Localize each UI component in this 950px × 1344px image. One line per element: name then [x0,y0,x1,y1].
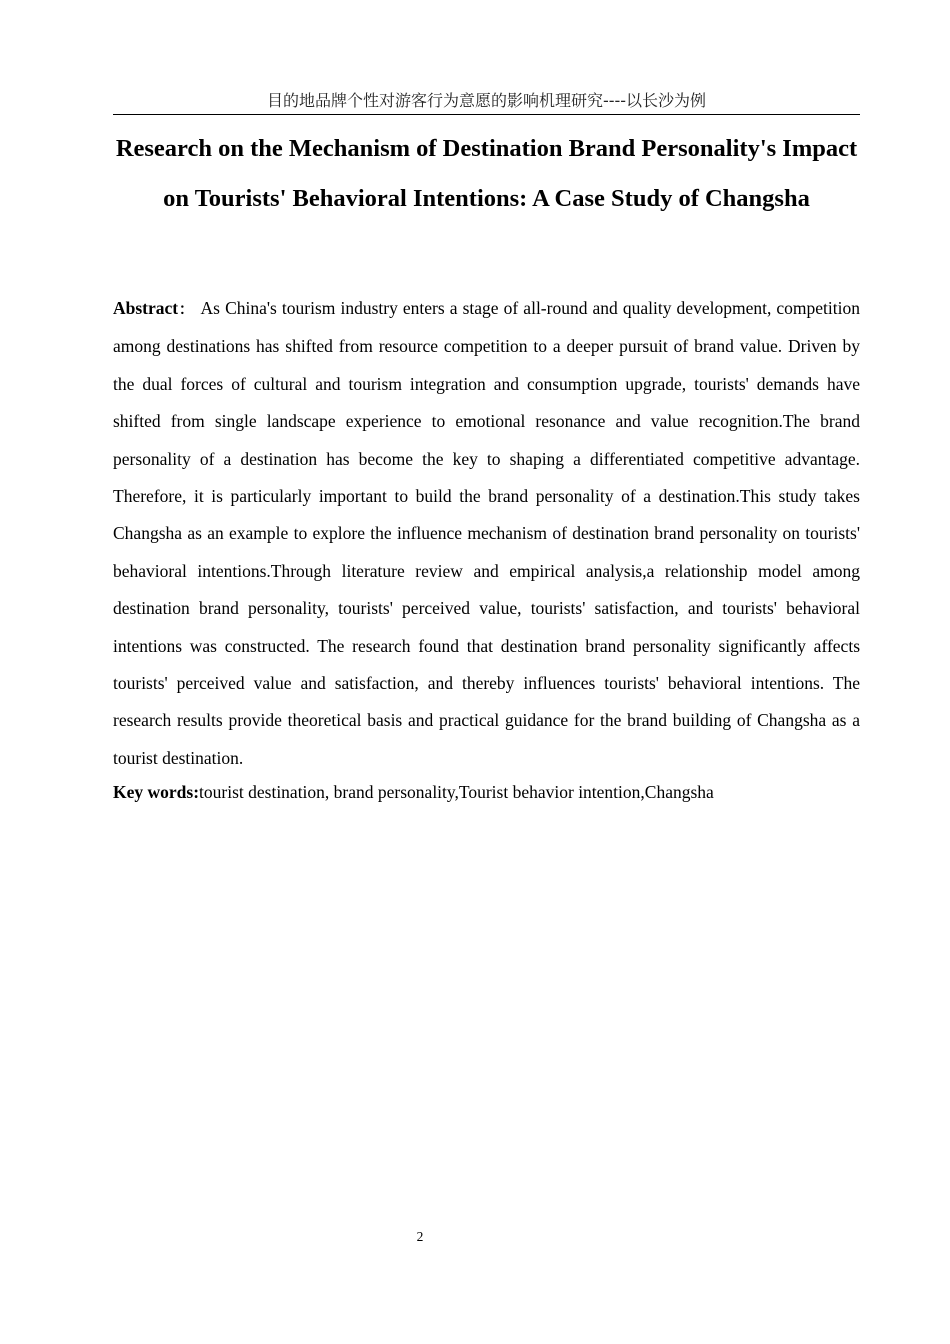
abstract-label: Abstract [113,298,179,318]
keywords-label: Key words: [113,782,200,802]
abstract-text: As China's tourism industry enters a stage of all-round and quality development, competition among destinations has shifted from resource competition to a deeper pursuit of brand value. Driven by the dual forces of cultural and tourism integration and consumption upgrade, tourists' demands have shifted from single landscape experience to emotional resonance and value recognition.The brand personality of a destination has become the key to shaping a differentiated competitive advantage. Therefore, it is particularly important to build the brand personality of a destination.This study takes Changsha as an example to explore the influence mechanism of destination brand personality on tourists' behavioral intentions.Through literature review and empirical analysis,a relationship model among destination brand personality, tourists' perceived value, tourists' satisfaction, and tourists' behavioral intentions was constructed. The research found that destination brand personality significantly affects tourists' perceived value and satisfaction, and thereby influences tourists' behavioral intentions. The research results provide theoretical basis and practical guidance for the brand building of Changsha as a tourist destination. [113,298,860,768]
paper-title: Research on the Mechanism of Destination Brand Personality's Impact on Tourists' Behavioral Intentions: A Case Study of Changsha [115,135,858,212]
abstract-paragraph [113,290,860,777]
abstract-separator: ： [178,300,195,318]
keywords-text: tourist destination, brand personality,Tourist behavior intention,Changsha [199,782,714,802]
running-header: 目的地品牌个性对游客行为意愿的影响机理研究----以长沙为例 [266,91,707,110]
page-number: 2 [416,1229,424,1244]
keywords-line [113,774,860,810]
header-divider [113,114,860,115]
